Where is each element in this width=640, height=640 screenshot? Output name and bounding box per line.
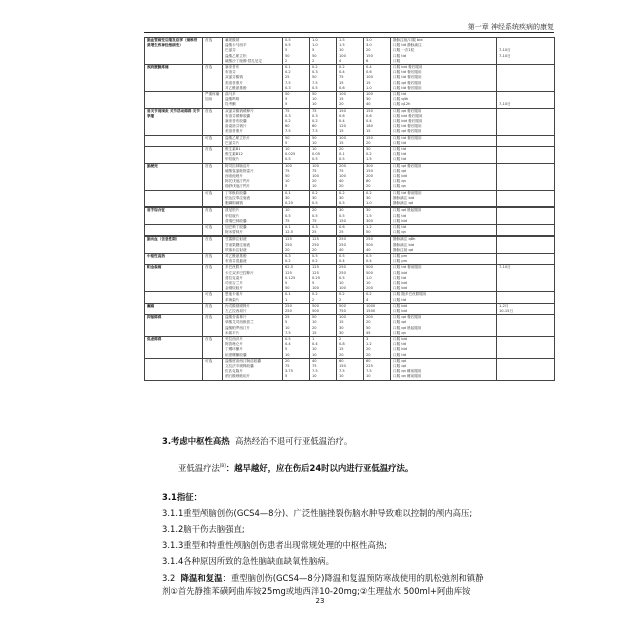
dose-cell-2: 20 0.5 75 <box>310 208 337 225</box>
level-cell: 首选 <box>203 108 223 135</box>
disease-cell: 脑血管病变后继发痉挛（颈椎骨质增生致神经根病变） <box>145 38 203 65</box>
table-row <box>145 292 555 303</box>
level-cell: 首选 <box>203 303 223 314</box>
table-row <box>145 253 555 264</box>
table-row <box>145 265 555 292</box>
dose-cell-3: 150 0.6 0.4 120 15 <box>337 108 364 135</box>
dose-cell-4: 0.4 0.6 100 15 1.0 <box>364 65 391 92</box>
dose-cell-4: 150 20 <box>364 135 391 146</box>
table-row <box>145 147 555 164</box>
section-3-1-title: 3.1指征： <box>162 492 202 502</box>
level-cell: 首选 <box>203 38 223 65</box>
dose-cell-1: 0.1 12.5 <box>283 224 310 235</box>
dose-cell-2: 10 0.05 0.5 <box>310 147 337 164</box>
administration-cell: 口服 tid 口服 qn <box>391 224 497 235</box>
course-cell: 7-10日 <box>497 92 555 109</box>
level-cell: 可选 <box>203 358 223 380</box>
dose-cell-2: 1 0.4 10 10 <box>310 336 337 358</box>
course-cell: 7-10日 <box>497 265 555 292</box>
table-row <box>145 208 555 225</box>
dose-cell-1: 50 5 5 <box>283 92 310 109</box>
course-cell <box>497 237 555 254</box>
disease-cell: 肩关节周围炎 关节活动障碍 关节挛缩 <box>145 108 203 135</box>
drug-name-cell: 阿司匹林肠溶片 硫酸氢氯吡格雷片 西洛他唑片 阿托伐他汀钙片 瑞舒伐他汀钙片 <box>223 163 283 190</box>
course-cell <box>497 163 555 190</box>
dose-cell-1: 0.1 0.2 25 7.5 0.3 <box>283 65 310 92</box>
dose-cell-4: 0.2 30 1.0 <box>364 190 391 207</box>
section-3-2-paragraph <box>162 572 484 598</box>
table-row <box>145 108 555 135</box>
administration-cell: 口服 qd 晨起服用 口服 tid 口服 bid <box>391 208 497 225</box>
dose-cell-1: 0.5 0.4 5 10 <box>283 336 310 358</box>
dose-cell-1: 0.3 0.2 <box>283 253 310 264</box>
disease-cell: 抑郁障碍 <box>145 315 203 337</box>
level-cell: 首选 <box>203 163 223 190</box>
course-cell <box>497 65 555 92</box>
disease-cell <box>145 190 203 207</box>
drug-name-cell: 丙戊酸钠缓释片 左乙拉西坦片 <box>223 303 283 314</box>
disease-cell: 焦虑障碍 <box>145 336 203 358</box>
dose-cell-1: 100 75 50 10 5 <box>283 163 310 190</box>
table-row <box>145 135 555 146</box>
dose-cell-1: 0.5 0.5 5 50 2 <box>283 38 310 65</box>
dose-cell-4: 0.5 0.4 <box>364 253 391 264</box>
level-cell: 首选 <box>203 208 223 225</box>
drug-name-cell: 对乙酰氨基酚 布洛芬混悬液 <box>223 253 283 264</box>
dose-cell-2: 40 75 7.5 10 <box>310 358 337 380</box>
dose-cell-4: 30 1.5 300 <box>364 208 391 225</box>
dose-cell-2: 1.0 1.0 5 50 2 <box>310 38 337 65</box>
disease-cell: 脑梗死 <box>145 163 203 190</box>
administration-cell: 口服 prn 口服 prn <box>391 253 497 264</box>
drug-table <box>144 37 555 381</box>
table-row <box>145 336 555 358</box>
table-row <box>145 163 555 190</box>
drug-name-cell: 盐酸舍曲林片 草酸艾司西酞普兰 盐酸帕罗西汀片 米氮平片 <box>223 315 283 337</box>
dose-cell-4: 60 225 7.5 10 <box>364 358 391 380</box>
course-cell <box>497 224 555 235</box>
dose-cell-2: 125 250 20 <box>310 237 337 254</box>
indication-1: 3.1.1重型颅脑创伤(GCS4—8分)、广泛性脑挫裂伤脑水肿导致难以控制的颅内高压; <box>162 508 473 518</box>
dose-cell-4: 3.0 3.0 20 150 6 <box>364 38 391 65</box>
dose-cell-1: 50 5 <box>283 135 310 146</box>
level-cell: 首选 <box>203 65 223 92</box>
course-cell <box>497 108 555 135</box>
dose-cell-3: 500 750 <box>337 303 364 314</box>
section-3-2-title: 降温和复温 <box>180 573 223 583</box>
dose-cell-1: 75 0.3 0.2 60 7.5 <box>283 108 310 135</box>
course-cell: 1-2月 10-15日 <box>497 303 555 314</box>
hypothermia-label: 亚低温疗法 <box>178 462 220 473</box>
dose-cell-3: 250 250 40 <box>337 237 364 254</box>
administration-cell: 口服 qd 餐后服用 口服 bid 餐后服用 口服 bid 餐后服用 口服 tid 餐后服用 口服 qd 餐后服用 <box>391 108 497 135</box>
dose-cell-3: 2 0.8 15 20 <box>337 336 364 358</box>
dose-cell-2: 0.2 0.3 50 7.5 0.5 <box>310 65 337 92</box>
table-row <box>145 303 555 314</box>
dose-cell-2: 50 10 <box>310 135 337 146</box>
level-cell: 首选 <box>203 265 223 292</box>
dose-cell-2: 0.2 2 <box>310 292 337 303</box>
dose-cell-1: 25 5 10 7.5 <box>283 315 310 337</box>
drug-name-cell: 维生素B1 维生素B12 甲钴胺片 <box>223 147 283 164</box>
dose-cell-2: 0.2 30 0.5 <box>310 190 337 207</box>
course-cell <box>497 208 555 225</box>
table-row <box>145 224 555 235</box>
administration-cell: 口服 tid 餐前服用 口服 bid 口服 tid 口服 bid 口服 bid <box>391 265 497 292</box>
dose-cell-4: 0.2 4 <box>364 292 391 303</box>
dose-cell-2: 125 125 0.25 5 100 <box>310 265 337 292</box>
dose-cell-3: 60 150 7.5 10 <box>337 358 364 380</box>
disease-cell <box>145 135 203 146</box>
table-row <box>145 92 555 109</box>
drug-name-cell: 塞来昔布 布洛芬 双氯芬酸钠 美洛昔康片 对乙酰氨基酚 <box>223 65 283 92</box>
table-row <box>145 315 555 337</box>
dose-cell-2: 50 10 20 15 <box>310 315 337 337</box>
dose-cell-3: 0.2 0.4 75 15 0.6 <box>337 65 364 92</box>
drug-name-cell: 氟哌酸钠 盐酸卡马西平 巴氯芬 盐酸乙哌立松 硫酸沙丁胺醇·替扎尼定 <box>223 38 283 65</box>
administration-cell: 口服 tid 口服 tid 口服 tid <box>391 147 497 164</box>
level-cell: 严重疼痛加用 <box>203 92 223 109</box>
page-number: 23 <box>315 597 325 605</box>
dose-cell-3: 200 75 100 40 20 <box>337 163 364 190</box>
level-cell: 首选 <box>203 237 223 254</box>
indication-4: 3.1.4各种原因所致的急性脑缺血缺氧性脑病。 <box>162 556 335 566</box>
administration-cell: 口服 qd 餐后服用 口服 qd 口服 bid 口服 qn 口服 qn <box>391 163 497 190</box>
level-cell: 可选 <box>203 292 223 303</box>
administration-cell: 口服 bid 口服 bid <box>391 303 497 314</box>
dose-cell-1: 10 0.5 75 <box>283 208 310 225</box>
disease-cell: 肩手综合征 <box>145 208 203 225</box>
drug-name-cell: 双氯芬酸钠缓释片 布洛芬缓释胶囊 塞来昔布胶囊 洛索洛芬钠片 美洛昔康片 <box>223 108 283 135</box>
dose-cell-2: 50 10 10 <box>310 92 337 109</box>
header-rule <box>144 32 554 33</box>
dose-cell-3: 0.2 2 <box>337 292 364 303</box>
indication-2: 3.1.2脑干伤去脑强直; <box>162 524 245 534</box>
dose-cell-1: 20 75 3.75 5 <box>283 358 310 380</box>
disease-cell <box>145 147 203 164</box>
administration-cell: 静脉滴注 q8h 静脉滴注 bid 静脉注射 qd <box>391 237 497 254</box>
dose-cell-4: 250 500 40 <box>364 237 391 254</box>
indication-3: 3.1.3重型和特重性颅脑创伤患者出现常规处理的中枢性高热; <box>162 540 388 550</box>
disease-cell <box>145 292 203 303</box>
dose-cell-3: 20 0.1 0.5 <box>337 147 364 164</box>
disease-cell: 脑出血（含急性期） <box>145 237 203 254</box>
dose-cell-1: 10 0.025 0.5 <box>283 147 310 164</box>
dose-cell-3: 30 0.5 150 <box>337 208 364 225</box>
page-header: 第一章 神经系统疾病的康复 <box>467 23 554 31</box>
drug-name-cell: 盐酸乙哌立松片 巴氯芬片 <box>223 135 283 146</box>
dose-cell-2: 500 500 <box>310 303 337 314</box>
level-cell: 可选 <box>203 224 223 235</box>
administration-cell: 口服 tid 餐前服用 静脉滴注 bid 静脉滴注 qd <box>391 190 497 207</box>
course-cell <box>497 315 555 337</box>
dose-cell-4: 1000 1500 <box>364 303 391 314</box>
course-cell <box>497 292 555 303</box>
disease-cell: 颈肩腰腿疼痛 <box>145 65 203 92</box>
dose-cell-4: 200 20 50 45 <box>364 315 391 337</box>
drug-name-cell: 丁苯酞软胶囊 依达拉奉注射液 胞磷胆碱钠 <box>223 190 283 207</box>
dose-cell-2: 0.3 25 <box>310 224 337 235</box>
administration-cell: 静脉注射/口服 bid 口服 tid 静脉滴注 口服 一次1粒 口服 tid 口服 <box>391 38 497 65</box>
table-row <box>145 237 555 254</box>
drug-name-cell: 多巴丝肼片 卡左双多巴控释片 普拉克索片 司来吉兰片 金刚烷胺片 <box>223 265 283 292</box>
hypothermia-text: ：越早越好，应在伤后24时以内进行亚低温疗法。 <box>225 462 414 473</box>
level-cell: 首选 <box>203 253 223 264</box>
drug-name-cell: 盐酸度洛西汀肠溶胶囊 文拉法辛缓释胶囊 佐匹克隆片 酒石酸唑吡坦片 <box>223 358 283 380</box>
section-3-2-number: 3.2 <box>162 573 176 583</box>
dose-cell-3: 0.6 25 <box>337 224 364 235</box>
administration-cell: 口服 tid 口服 q4h 口服 q12h <box>391 92 497 109</box>
dose-cell-4: 1.2 50 <box>364 224 391 235</box>
dose-cell-4: 30 0.2 1.5 <box>364 147 391 164</box>
dose-cell-4: 100 30 40 <box>364 92 391 109</box>
course-cell <box>497 253 555 264</box>
section-3-title: 3.考虑中枢性高热 <box>162 436 230 446</box>
disease-cell <box>145 224 203 235</box>
hypothermia-paragraph <box>178 460 500 474</box>
dose-cell-4: 3 1.2 20 20 <box>364 336 391 358</box>
dose-cell-1: 0.1 1 <box>283 292 310 303</box>
dose-cell-3: 100 15 <box>337 135 364 146</box>
dose-cell-3: 250 250 0.5 10 100 <box>337 265 364 292</box>
course-cell <box>497 135 555 146</box>
dose-cell-2: 0.5 0.2 <box>310 253 337 264</box>
dose-cell-2: 100 75 100 20 10 <box>310 163 337 190</box>
course-cell <box>497 147 555 164</box>
level-cell: 首选 <box>203 336 223 358</box>
dose-cell-3: 100 15 30 30 <box>337 315 364 337</box>
dose-cell-2: 75 0.3 0.2 60 7.5 <box>310 108 337 135</box>
dose-cell-3: 100 15 20 <box>337 92 364 109</box>
drug-name-cell: 加巴喷丁胶囊 阿米替林片 <box>223 224 283 235</box>
drug-name-cell: 曲马多 盐酸吗啡 羟考酮 <box>223 92 283 109</box>
administration-cell: 口服 bid 口服 tid 口服 bid 口服 tid <box>391 336 497 358</box>
administration-cell: 口服 随多巴丝肼服用 口服 tid <box>391 292 497 303</box>
administration-cell: 口服 qd 餐后服用 口服 qd 口服 qd 晨起服用 口服 qn <box>391 315 497 337</box>
table-row <box>145 358 555 380</box>
disease-cell: 癫痫 <box>145 303 203 314</box>
level-cell: 可选 <box>203 190 223 207</box>
course-cell <box>497 190 555 207</box>
drug-name-cell: 甘露醇注射液 甘油果糖注射液 呋塞米注射液 <box>223 237 283 254</box>
reference-mark: [B] <box>219 463 226 468</box>
drug-name-cell: 泼尼松片 甲钴胺片 普瑞巴林胶囊 <box>223 208 283 225</box>
administration-cell: 口服 tid 餐后服用 口服 tid <box>391 135 497 146</box>
dose-cell-3: 1.5 1.5 10 100 4 <box>337 38 364 65</box>
dose-cell-1: 250 250 <box>283 303 310 314</box>
table-row <box>145 190 555 207</box>
dose-cell-3: 0.5 0.4 <box>337 253 364 264</box>
level-cell: 首选 <box>203 315 223 337</box>
disease-cell: 帕金森病 <box>145 265 203 292</box>
dose-cell-4: 300 150 200 80 20 <box>364 163 391 190</box>
level-cell: 首选 <box>203 147 223 164</box>
table-row <box>145 38 555 65</box>
disease-cell: 中枢性高热 <box>145 253 203 264</box>
disease-cell <box>145 358 203 380</box>
drug-name-cell: 恩他卡朋片 苯海索片 <box>223 292 283 303</box>
dose-cell-3: 0.2 30 0.5 <box>337 190 364 207</box>
disease-cell <box>145 92 203 109</box>
course-cell <box>497 358 555 380</box>
dose-cell-4: 150 0.6 0.4 180 15 <box>364 108 391 135</box>
dose-cell-1: 62.5 125 0.125 5 50 <box>283 265 310 292</box>
course-cell <box>497 336 555 358</box>
section-3-text: 高热经治不退可行亚低温治疗。 <box>234 436 353 446</box>
dose-cell-4: 500 500 1.0 10 200 <box>364 265 391 292</box>
dose-cell-1: 125 250 20 <box>283 237 310 254</box>
drug-name-cell: 劳拉西泮片 阿普唑仑片 丁螺环酮片 坦度螺酮胶囊 <box>223 336 283 358</box>
administration-cell: 口服 bid 餐后服用 口服 tid 餐后服用 口服 tid 餐后服用 口服 qd 餐后服用 口服 tid 餐后服用 <box>391 65 497 92</box>
dose-cell-1: 0.1 30 0.25 <box>283 190 310 207</box>
level-cell: 可选 <box>203 135 223 146</box>
administration-cell: 口服 qd 口服 qd 口服 qn 睡前服用 口服 qn 睡前服用 <box>391 358 497 380</box>
section-3-2-text: ：重型脑创伤(GCS4—8分)降温和复温预防寒战使用的肌松弛剂和镇静剂①首先静推苯磺阿曲库铵25mg或地西泮10-20mg;②生理盐水 500ml+阿曲库铵 <box>162 573 484 596</box>
table-row <box>145 65 555 92</box>
course-cell: 7-10日 7-10日 <box>497 38 555 65</box>
section-3-heading <box>162 436 484 447</box>
